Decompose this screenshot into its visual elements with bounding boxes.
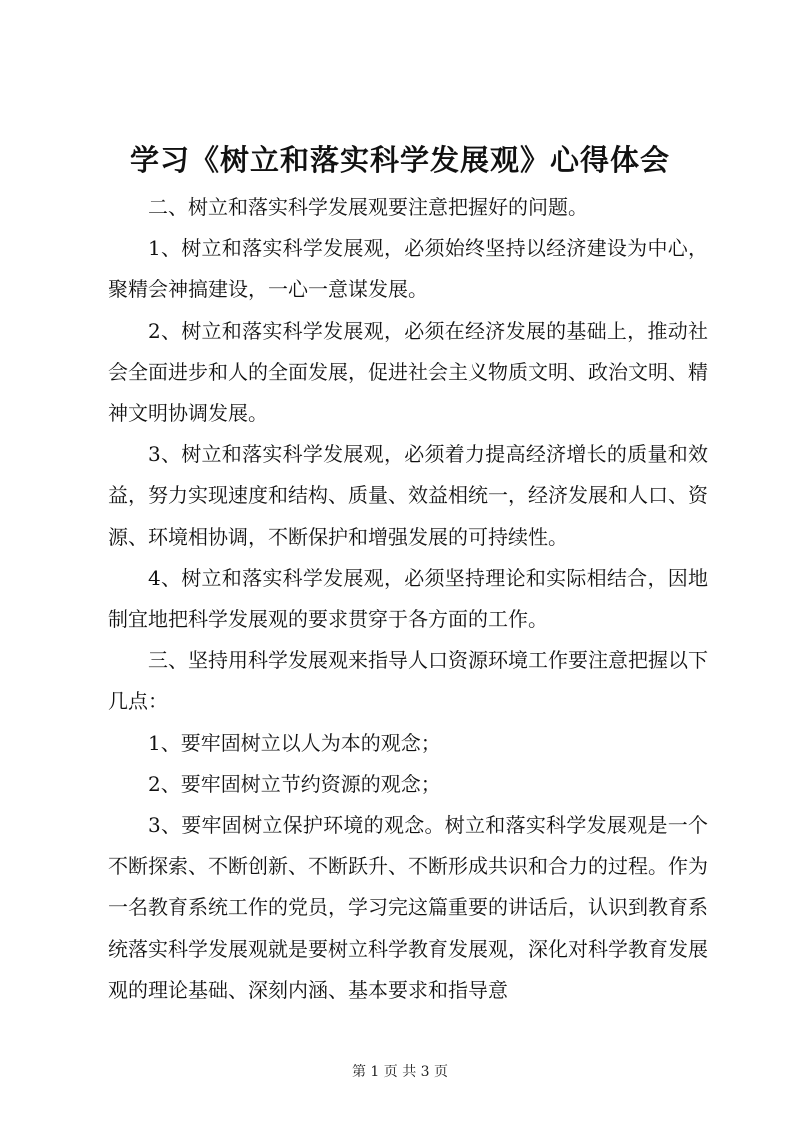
- paragraph-point-4: 4、树立和落实科学发展观，必须坚持理论和实际相结合，因地制宜地把科学发展观的要求贯穿于各方面的工作。: [108, 565, 708, 632]
- paragraph-item-2: 2、要牢固树立节约资源的观念；: [148, 771, 441, 796]
- paragraph-section-two-heading: 二、树立和落实科学发展观要注意把握好的问题。: [148, 195, 588, 219]
- paragraph-item-1: 1、要牢固树立以人为本的观念；: [148, 730, 441, 755]
- paragraph-item-3: 3、要牢固树立保护环境的观念。树立和落实科学发展观是一个不断探索、不断创新、不断跃升、不断形成共识和合力的过程。作为一名教育系统工作的党员，学习完这篇重要的讲话后，认识到教育系统落实科学发展观就是要树立科学教育发展观，深化对科学教育发展观的理论基础、深刻内涵、基本要求和指导意: [108, 813, 708, 1002]
- paragraph-section-three-heading: 三、坚持用科学发展观来指导人口资源环境工作要注意把握以下几点：: [108, 648, 708, 714]
- paragraph-point-1: 1、树立和落实科学发展观，必须始终坚持以经济建设为中心，聚精会神搞建设，一心一意谋发展。: [108, 236, 708, 302]
- paragraph-point-3: 3、树立和落实科学发展观，必须着力提高经济增长的质量和效益，努力实现速度和结构、质量、效益相统一，经济发展和人口、资源、环境相协调，不断保护和增强发展的可持续性。: [108, 442, 708, 549]
- document-title: 学习《树立和落实科学发展观》心得体会: [129, 143, 670, 177]
- page-number-footer: 第 1 页 共 3 页: [351, 1064, 449, 1080]
- document-body: [108, 187, 708, 1011]
- paragraph-point-2: 2、树立和落实科学发展观，必须在经济发展的基础上，推动社会全面进步和人的全面发展，促进社会主义物质文明、政治文明、精神文明协调发展。: [108, 318, 708, 426]
